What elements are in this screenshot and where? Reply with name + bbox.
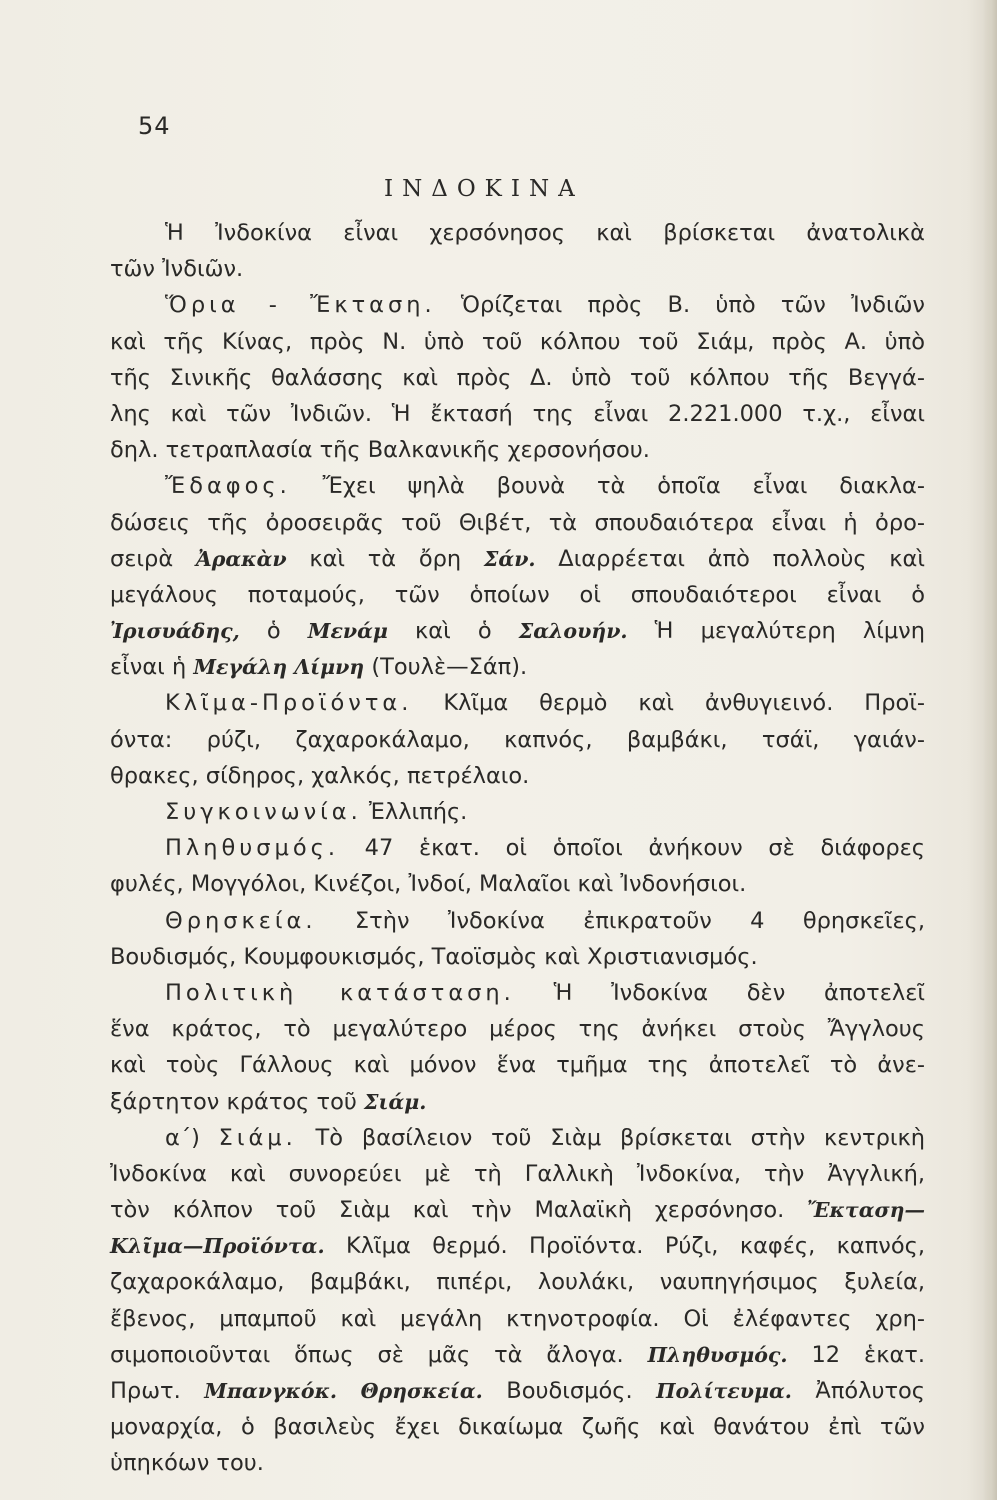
italic-term: Μπανγκόκ. Θρησκεία. [204,1379,483,1403]
section-heading: Πολιτικὴ κατάσταση. [165,979,515,1006]
body-text [110,215,925,1482]
italic-term: Πολίτευμα. [656,1379,792,1403]
text-run: ὑπηκόων του. [110,1450,264,1477]
text-run: δηλ. τετραπλασία τῆς Βαλκανικῆς χερσονήσου. [110,437,650,464]
text-run: Ἰνδοκίνα καὶ συνορεύει μὲ τὴ Γαλλικὴ Ἰνδοκίνα, τὴν Ἀγγλική, [110,1160,925,1187]
text-run: Ἐλλιπής. [361,799,468,825]
text-run: όντα: ρύζι, ζαχαροκάλαμο, καπνός, βαμβάκι, τσάϊ, γαιάν- [110,726,925,753]
text-line [110,396,925,432]
italic-term: Σαλουήν. [518,619,628,644]
italic-term: Κλῖμα—Προϊόντα. [110,1234,325,1259]
text-run: τῆς Σινικῆς θαλάσσης καὶ πρὸς Δ. ὑπὸ τοῦ κόλπου τῆς Βεγγά- [110,364,925,391]
italic-term: Ἰρισυάδης, [110,619,240,644]
text-line [110,1192,925,1228]
text-run: Στὴν Ἰνδοκίνα ἐπικρατοῦν 4 θρησκεῖες, [316,907,925,934]
text-line [110,722,925,758]
text-line [110,215,925,251]
text-run: εἶναι ἡ [110,654,194,681]
text-line [110,324,925,360]
text-run: μοναρχία, ὁ βασιλεὺς ἔχει δικαίωμα ζωῆς καὶ θανάτου ἐπὶ τῶν [110,1414,925,1441]
text-line [110,975,925,1011]
text-line [110,1445,925,1481]
text-line [110,251,925,287]
text-run: μεγάλους ποταμούς, τῶν ὁποίων οἱ σπουδαιότεροι εἶναι ὁ [110,581,925,608]
text-line [110,432,925,468]
section-heading: Ὅρια - Ἔκταση. [165,292,436,319]
text-run: ξάρτητον κράτος τοῦ [110,1088,365,1115]
section-heading: Κλῖμα-Προϊόντα. [165,690,413,717]
page-edge-shadow [983,0,997,1500]
text-run: καὶ τοὺς Γάλλους καὶ μόνον ἕνα τμῆμα της ἀποτελεῖ τὸ ἀνε- [110,1052,925,1079]
text-run: ἕνα κράτος, τὸ μεγαλύτερο μέρος της ἀνήκει στοὺς Ἄγγλους [110,1016,925,1043]
text-line [110,1409,925,1445]
text-line [110,541,925,577]
italic-term: Ἔκταση— [807,1198,925,1223]
text-run: Ἀπόλυτος [791,1378,925,1404]
section-heading: Συγκοινωνία. [165,799,362,825]
text-line [110,685,925,721]
text-line [110,830,925,866]
italic-term: Μεγάλη Λίμνη [193,655,365,680]
text-run: Πρωτ. [110,1378,205,1404]
text-line [110,287,925,323]
text-line [110,1264,925,1300]
text-run: Ἡ μεγαλύτερη λίμνη [627,618,925,645]
text-run: Κλῖμα θερμὸ καὶ ἀνθυγιεινό. Προϊ- [412,690,925,717]
text-line [110,758,925,794]
text-run: καὶ τῆς Κίνας, πρὸς Ν. ὑπὸ τοῦ κόλπου τοῦ Σιάμ, πρὸς Α. ὑπὸ [110,328,925,355]
text-line [110,613,925,649]
text-line [110,360,925,396]
text-run: Ἔχει ψηλὰ βουνὰ τὰ ὁποῖα εἶναι διακλα- [290,473,925,500]
text-run: α΄) [165,1124,219,1151]
text-line [110,1011,925,1047]
text-run: φυλές, Μογγόλοι, Κινέζοι, Ἰνδοί, Μαλαῖοι καὶ Ἰνδονήσιοι. [110,871,747,898]
text-run: ἔβενος, μπαμποῦ καὶ μεγάλη κτηνοτροφία. Οἱ ἐλέφαντες χρη- [110,1305,925,1332]
text-run: Βουδισμός, Κουμφουκισμός, Ταοϊσμὸς καὶ Χριστιανισμός. [110,943,758,970]
text-run: ὁ [239,618,308,645]
text-run: λης καὶ τῶν Ἰνδιῶν. Ἡ ἔκτασή της εἶναι 2.221.000 τ.χ., εἶναι [110,400,925,427]
text-line [110,939,925,975]
chapter-title: ΙΝΔΟΚΙΝΑ [384,176,584,202]
text-line [110,866,925,902]
text-run: (Τουλὲ—Σάπ). [364,654,528,681]
text-run: Τὸ βασίλειον τοῦ Σιὰμ βρίσκεται στὴν κεντρικὴ [296,1124,926,1151]
text-line [110,1337,925,1373]
text-line [110,1373,925,1409]
text-line [110,505,925,541]
section-heading: Σιάμ. [218,1124,297,1151]
italic-term: Ἀρακὰν [195,546,287,571]
section-heading: Ἔδαφος. [165,473,291,500]
text-run: Ἡ Ἰνδοκίνα δὲν ἀποτελεῖ [514,979,925,1006]
text-line [110,1047,925,1083]
text-line [110,577,925,613]
text-run: τῶν Ἰνδιῶν. [110,256,244,283]
text-run: Κλῖμα θερμό. Προϊόντα. Ρύζι, καφές, καπνός, [324,1233,925,1260]
text-run: θρακες, σίδηρος, χαλκός, πετρέλαιο. [110,762,530,789]
text-line [110,794,925,830]
text-run: καὶ τὰ ὄρη [286,545,484,572]
text-line [110,1120,925,1156]
page-number: 54 [138,112,171,140]
text-run: δώσεις τῆς ὀροσειρᾶς τοῦ Θιβέτ, τὰ σπουδαιότερα εἶναι ἡ ὀρο- [110,509,925,536]
italic-term: Μενάμ [307,619,388,644]
italic-term: Σάν. [483,546,536,571]
text-line [110,1156,925,1192]
text-run: καὶ ὁ [387,618,519,645]
section-heading: Θρησκεία. [165,907,317,934]
text-line [110,649,925,685]
italic-term: Πληθυσμός. [647,1342,788,1367]
text-line [110,468,925,504]
text-line [110,1228,925,1264]
text-line [110,1301,925,1337]
text-run: Διαρρέεται ἀπὸ πολλοὺς καὶ [535,545,926,572]
text-line [110,1084,925,1120]
text-run: τὸν κόλπον τοῦ Σιὰμ καὶ τὴν Μαλαϊκὴ χερσόνησο. [110,1197,808,1224]
text-run: ζαχαροκάλαμο, βαμβάκι, πιπέρι, λουλάκι, ναυπηγήσιμος ξυλεία, [110,1269,925,1296]
text-run: Βουδισμός. [482,1378,657,1404]
text-line [110,903,925,939]
text-run: 12 ἑκατ. [787,1341,925,1368]
section-heading: Πληθυσμός. [165,835,339,862]
text-run: 47 ἑκατ. οἱ ὁποῖοι ἀνήκουν σὲ διάφορες [338,835,925,862]
text-run: Ἡ Ἰνδοκίνα εἶναι χερσόνησος καὶ βρίσκεται ἀνατολικὰ [165,220,925,246]
text-run: σειρὰ [110,545,196,572]
text-run: Ὁρίζεται πρὸς Β. ὑπὸ τῶν Ἰνδιῶν [435,292,925,319]
text-run: σιμοποιοῦνται ὅπως σὲ μᾶς τὰ ἄλογα. [110,1341,648,1368]
italic-term: Σιάμ. [364,1089,427,1114]
